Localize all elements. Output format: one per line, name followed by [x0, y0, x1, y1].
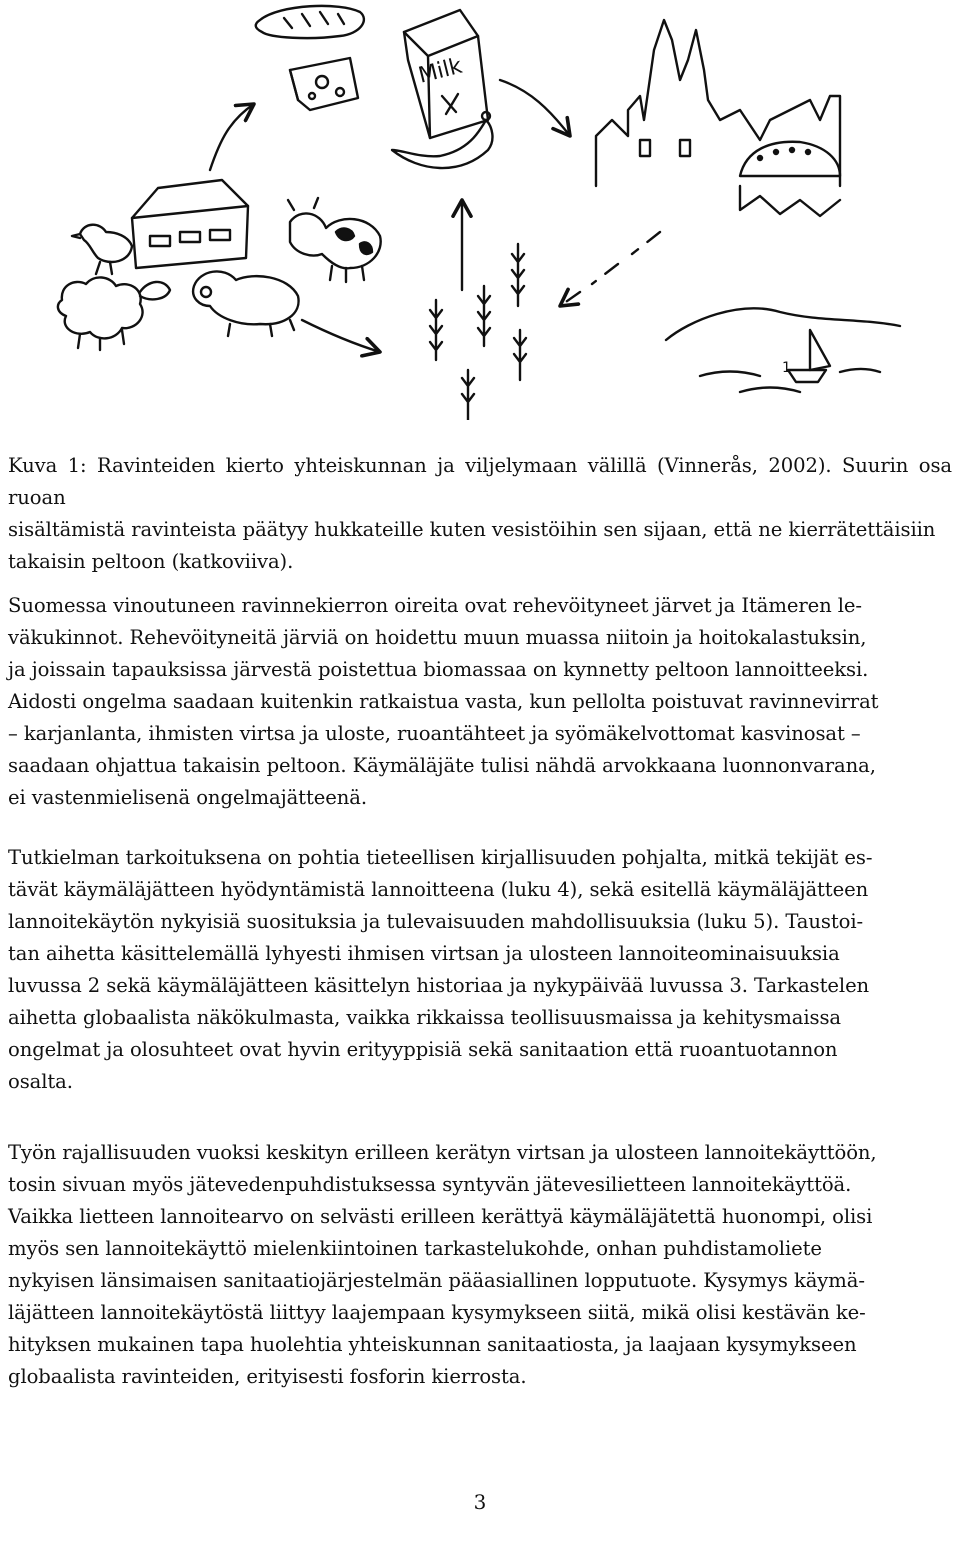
paragraph-scope	[8, 1137, 952, 1393]
paragraph-line: myös sen lannoitekäyttö mielenkiintoinen tarkastelukohde, onhan puhdistamoliete	[8, 1237, 822, 1260]
milk-label: Milk	[415, 53, 465, 89]
paragraph-line: nykyisen länsimaisen sanitaatiojärjestelmän pääasiallinen lopputuote. Kysymys käymä-	[8, 1269, 865, 1292]
paragraph-thesis-aim	[8, 842, 952, 1098]
paragraph-line: väkukinnot. Rehevöityneitä järviä on hoidettu muun muassa niitoin ja hoitokalastuksin,	[8, 626, 867, 649]
pig-drawing	[193, 271, 298, 336]
paragraph-line: luvussa 2 sekä käymäläjätteen käsittelyn historiaa ja nykypäivää luvussa 3. Tarkastelen	[8, 974, 870, 997]
paragraph-eutrophication	[8, 590, 952, 814]
city-skyline-drawing	[596, 20, 840, 216]
paragraph-line: ei vastenmielisenä ongelmajätteenä.	[8, 786, 367, 809]
caption-line: takaisin peltoon (katkoviiva).	[8, 550, 294, 573]
sea-coast-drawing	[666, 308, 900, 392]
arrow-farm-to-food	[210, 104, 254, 170]
sausage-drawing	[392, 112, 492, 168]
paragraph-line: ja joissain tapauksissa järvestä poistettua biomassaa on kynnetty peltoon lannoitteeksi.	[8, 658, 869, 681]
bird-drawing	[72, 225, 132, 274]
boat-number: 1	[782, 360, 791, 376]
cheese-drawing	[290, 58, 358, 110]
paragraph-line: Vaikka lietteen lannoitearvo on selvästi erilleen kerättyä käymäläjätettä huonompi, olisi	[8, 1205, 873, 1228]
paragraph-line: aihetta globaalista näkökulmasta, vaikka rikkaissa teollisuusmaissa ja kehitysmaissa	[8, 1006, 842, 1029]
bread-drawing	[256, 6, 364, 38]
sailboat-drawing	[782, 330, 830, 382]
arrow-field-to-farm	[302, 320, 380, 352]
paragraph-line: hityksen mukainen tapa huolehtia yhteiskunnan sanitaatiosta, ja laajaan kysymykseen	[8, 1333, 857, 1356]
page-number: 3	[473, 1490, 487, 1514]
paragraph-line: Tutkielman tarkoituksena on pohtia tieteellisen kirjallisuuden pohjalta, mitkä tekijät es-	[8, 846, 873, 869]
paragraph-line: globaalista ravinteiden, erityisesti fosforin kierrosta.	[8, 1365, 527, 1388]
figure-caption	[8, 450, 952, 578]
crops-drawing	[430, 244, 526, 420]
nutrient-cycle-figure	[40, 0, 920, 420]
paragraph-line: ongelmat ja olosuhteet ovat hyvin erityyppisiä sekä sanitaation että ruoantuotannon	[8, 1038, 838, 1061]
paragraph-line: tan aihetta käsittelemällä lyhyesti ihmisen virtsan ja ulosteen lannoiteominaisuuksia	[8, 942, 840, 965]
paragraph-line: tävät käymäläjätteen hyödyntämistä lannoitteena (luku 4), sekä esitellä käymäläjätteen	[8, 878, 869, 901]
milk-carton-drawing	[404, 10, 488, 138]
dashed-arrow-city-to-field	[560, 232, 660, 306]
paragraph-line: tosin sivuan myös jätevedenpuhdistuksessa syntyvän jätevesilietteen lannoitekäyttöä.	[8, 1173, 852, 1196]
cow-drawing	[288, 198, 381, 282]
paragraph-line: – karjanlanta, ihmisten virtsa ja uloste, ruoantähteet ja syömäkelvottomat kasvinosat –	[8, 722, 861, 745]
arrow-food-to-city	[500, 80, 570, 136]
caption-line: sisältämistä ravinteista päätyy hukkateille kuten vesistöihin sen sijaan, että ne kierrätettäisiin	[8, 518, 936, 541]
paragraph-line: saadaan ohjattua takaisin peltoon. Käymäläjäte tulisi nähdä arvokkaana luonnonvarana,	[8, 754, 876, 777]
paragraph-line: Aidosti ongelma saadaan kuitenkin ratkaistua vasta, kun pellolta poistuvat ravinnevirrat	[8, 690, 879, 713]
paragraph-line: läjätteen lannoitekäytöstä liittyy laajempaan kysymykseen siitä, mikä olisi kestävän ke-	[8, 1301, 866, 1324]
caption-line: Kuva 1: Ravinteiden kierto yhteiskunnan ja viljelymaan välillä (Vinnerås, 2002). Suurin osa ruoan	[8, 454, 952, 509]
sheep-drawing	[58, 277, 170, 350]
paragraph-line: osalta.	[8, 1070, 73, 1093]
paragraph-line: Suomessa vinoutuneen ravinnekierron oireita ovat rehevöityneet järvet ja Itämeren le-	[8, 594, 862, 617]
barn-drawing	[132, 180, 248, 268]
paragraph-line: lannoitekäytön nykyisiä suosituksia ja tulevaisuuden mahdollisuuksia (luku 5). Taustoi-	[8, 910, 864, 933]
paragraph-line: Työn rajallisuuden vuoksi keskityn erilleen kerätyn virtsan ja ulosteen lannoitekäyttöön,	[8, 1141, 877, 1164]
